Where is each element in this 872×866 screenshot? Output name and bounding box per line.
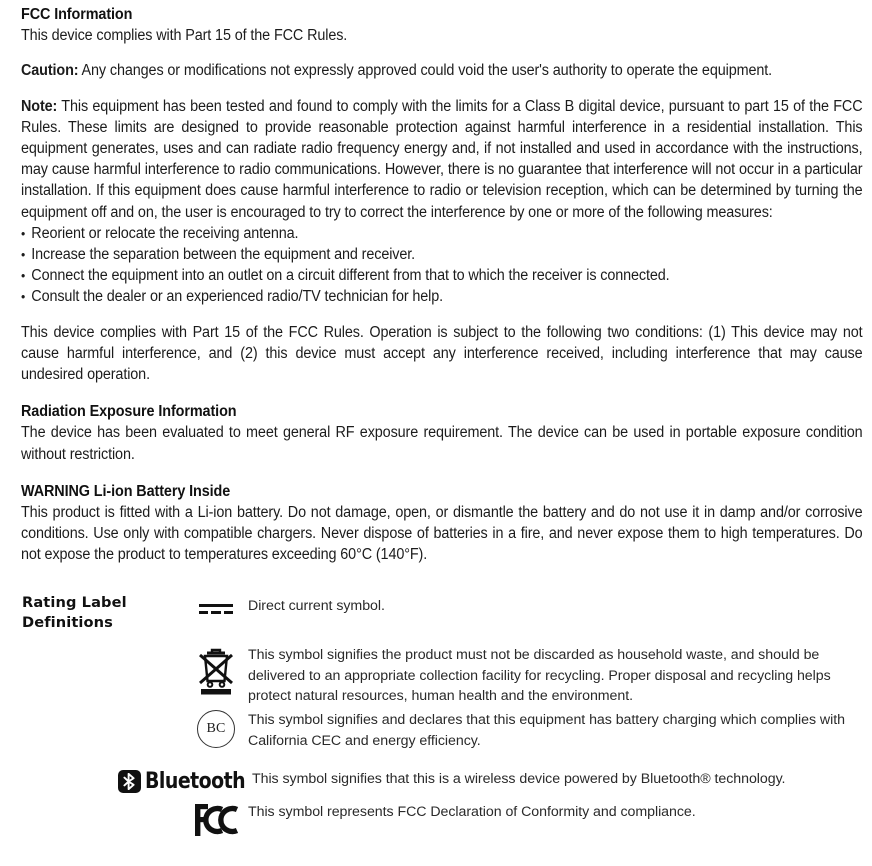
paragraph-caution [21,60,863,81]
spacer [21,308,863,322]
paragraph-note [21,96,863,223]
rating-label-definitions-title [22,593,192,633]
battery-charging-bc-icon [197,710,235,748]
rating-row-text: This symbol signifies that this is a wireless device powered by Bluetooth® technology. [252,771,786,787]
bluetooth-wordmark: Bluetooth [145,769,246,794]
rating-row-text: This symbol signifies and declares that this equipment has battery charging which complies with California CEC and energy efficiency. [248,712,845,749]
rating-title-line-1: Rating Label [22,594,127,611]
list-item: • Consult the dealer or an experienced radio/TV technician for help. [21,286,863,307]
bluetooth-logo-icon [118,769,261,794]
bc-icon-label: BC [206,721,226,736]
rating-row-text: Direct current symbol. [248,598,385,614]
spacer [21,465,863,481]
caution-lead: Caution: [21,62,79,80]
fcc-logo-icon [193,802,239,838]
heading-warning-battery: WARNING Li-ion Battery Inside [21,482,231,500]
note-measures-list [21,223,863,308]
fcc-logo-icon-wrap [185,802,247,838]
rating-row-text: This symbol represents FCC Declaration of Conformity and compliance. [248,804,696,820]
weee-crossed-wheelie-bin-icon-wrap [185,645,247,697]
list-item: • Increase the separation between the equipment and receiver. [21,244,863,265]
rating-title-line-2: Definitions [22,614,113,631]
rating-row-text: This symbol signifies the product must not be discarded as household waste, and should be delivered to an appropriate collection facility for recycling. Proper disposal and recycling helps protect natural resources, human health and the environment. [248,647,831,705]
caution-text: Any changes or modifications not expressly approved could void the user's authority to operate the equipment. [81,62,773,80]
paragraph-fcc-information: This device complies with Part 15 of the FCC Rules. [21,27,348,45]
paragraph-radiation-exposure: The device has been evaluated to meet general RF exposure requirement. The device can be used in portable exposure condition without restriction. [21,424,863,463]
paragraph-two-conditions: This device complies with Part 15 of the FCC Rules. Operation is subject to the following two conditions: (1) This device may not cause harmful interference, and (2) this device must accept any interference received, including interference that may cause undesired operation. [21,323,863,384]
paragraph-warning-battery: This product is fitted with a Li-ion battery. Do not damage, open, or dismantle the battery and do not use it in damp and/or corrosive conditions. Use only with compatible chargers. Never dispose of batteries in a fire, and never expose them to high temperatures. Do not expose the product to temperatures exceeding 60°C (140°F). [21,504,863,564]
bluetooth-rune-icon [123,773,136,790]
bluetooth-mark-icon [118,770,141,793]
note-text: This equipment has been tested and found to comply with the limits for a Class B digital device, pursuant to part 15 of the FCC Rules. These limits are designed to provide reasonable protection against harmful interference in a residential installation. This equipment generates, uses and can radiate radio frequency energy and, if not installed and used in accordance with the instructions, may cause harmful interference to radio communications. However, there is no guarantee that interference will not occur in a particular installation. If this equipment does cause harmful interference to radio or television reception, which can be determined by turning the equipment off and on, the user is encouraged to try to correct the interference by one or more of the following measures: [21,97,863,221]
battery-charging-bc-icon-wrap [185,710,247,748]
spacer [21,385,863,401]
note-lead: Note: [21,97,58,115]
weee-crossed-wheelie-bin-icon [194,645,238,697]
heading-fcc-information: FCC Information [21,6,133,23]
heading-radiation-exposure: Radiation Exposure Information [21,403,237,421]
direct-current-icon [199,596,233,614]
direct-current-icon-wrap [185,596,247,614]
list-item: • Connect the equipment into an outlet on a circuit different from that to which the receiver is connected. [21,265,863,286]
list-item: • Reorient or relocate the receiving antenna. [21,223,863,244]
document-body [21,4,863,566]
spacer [21,46,863,60]
spacer [21,82,863,96]
